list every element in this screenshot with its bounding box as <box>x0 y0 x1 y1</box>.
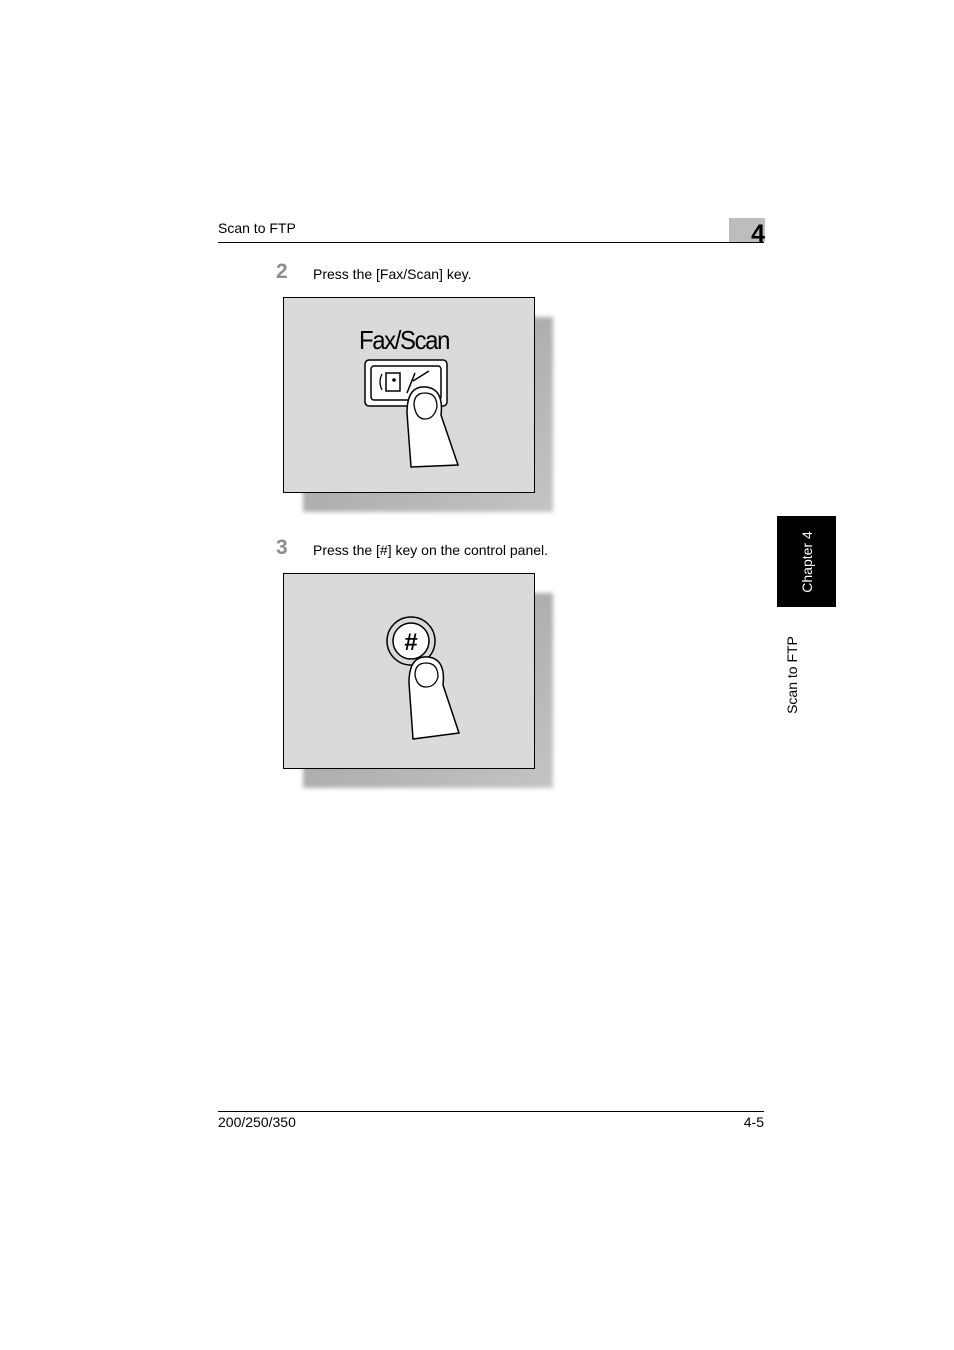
fax-scan-key-icon <box>283 297 535 493</box>
chapter-number-box <box>729 218 765 248</box>
step-number: 3 <box>276 536 288 559</box>
hash-key-illustration <box>283 573 535 769</box>
chapter-side-tab <box>777 516 836 607</box>
fax-scan-key-label: Fax/Scan <box>359 325 450 355</box>
footer-divider <box>218 1111 764 1112</box>
section-side-label-container <box>777 620 807 730</box>
chapter-side-tab-label: Chapter 4 <box>798 530 815 593</box>
header-divider <box>218 242 764 243</box>
section-side-label: Scan to FTP <box>784 636 800 714</box>
chapter-number: 4 <box>751 220 765 248</box>
hash-key-icon <box>283 573 535 769</box>
hash-key-label: # <box>404 629 418 656</box>
fax-scan-key-illustration <box>283 297 535 493</box>
header-title: Scan to FTP <box>218 220 296 236</box>
step-number: 2 <box>276 260 288 283</box>
step-instruction: Press the [#] key on the control panel. <box>313 542 549 558</box>
page-number: 4-5 <box>743 1114 764 1130</box>
footer-model: 200/250/350 <box>218 1114 296 1130</box>
step-instruction: Press the [Fax/Scan] key. <box>313 266 472 282</box>
